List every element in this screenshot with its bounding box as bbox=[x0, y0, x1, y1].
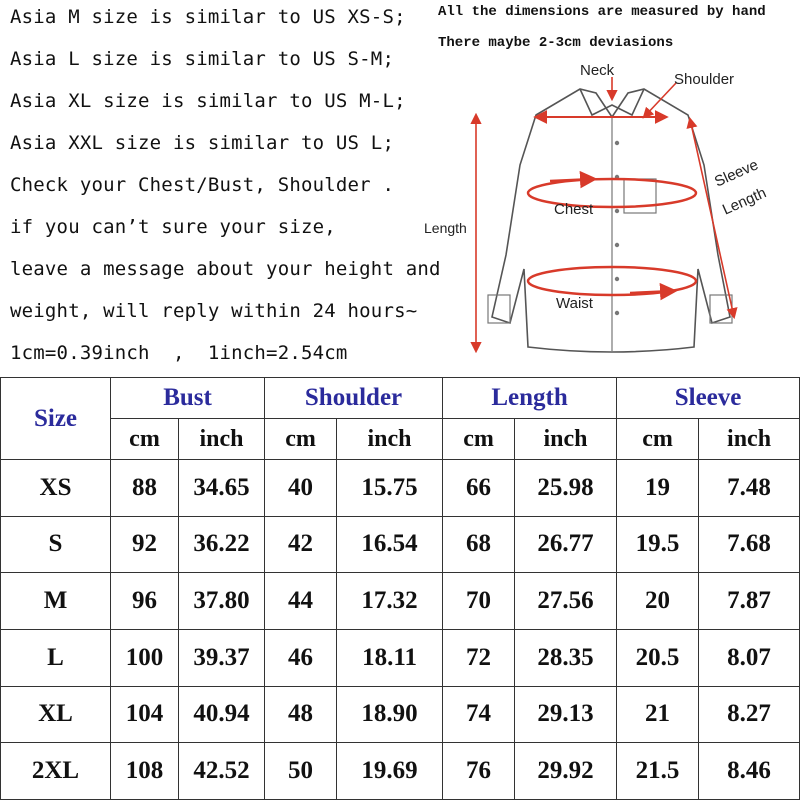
length-cm: 68 bbox=[443, 516, 515, 573]
bust-header: Bust bbox=[111, 378, 265, 419]
unit-header: cm bbox=[443, 419, 515, 460]
note-line: weight, will reply within 24 hours~ bbox=[10, 300, 418, 322]
note-line: Asia L size is similar to US S-M; bbox=[10, 48, 395, 70]
size-cell: XL bbox=[1, 686, 111, 743]
sleeve-inch: 8.07 bbox=[699, 629, 800, 686]
table-row bbox=[1, 686, 800, 743]
sleeve-inch: 7.87 bbox=[699, 573, 800, 630]
shoulder-header: Shoulder bbox=[265, 378, 443, 419]
shirt-body bbox=[492, 89, 730, 352]
sleeve-inch: 8.46 bbox=[699, 743, 800, 800]
size-cell: M bbox=[1, 573, 111, 630]
length-inch: 26.77 bbox=[515, 516, 617, 573]
sleeve-inch: 7.48 bbox=[699, 460, 800, 517]
bust-cm: 96 bbox=[111, 573, 179, 630]
unit-header: inch bbox=[699, 419, 800, 460]
length-cm: 70 bbox=[443, 573, 515, 630]
bust-inch: 34.65 bbox=[179, 460, 265, 517]
measure-note: All the dimensions are measured by hand bbox=[438, 4, 766, 20]
size-cell: S bbox=[1, 516, 111, 573]
measure-note: There maybe 2-3cm deviasions bbox=[438, 35, 674, 51]
sleeve-cm: 19 bbox=[617, 460, 699, 517]
shoulder-inch: 17.32 bbox=[337, 573, 443, 630]
note-line: Asia XL size is similar to US M-L; bbox=[10, 90, 406, 112]
note-line: 1cm=0.39inch , 1inch=2.54cm bbox=[10, 342, 348, 364]
shoulder-cm: 50 bbox=[265, 743, 337, 800]
length-inch: 28.35 bbox=[515, 629, 617, 686]
shoulder-label: Shoulder bbox=[674, 71, 735, 88]
sleeve-cm: 20 bbox=[617, 573, 699, 630]
sleeve-label: Sleeve bbox=[712, 156, 761, 191]
unit-header-row bbox=[1, 419, 800, 460]
shoulder-inch: 18.11 bbox=[337, 629, 443, 686]
note-line: if you can’t sure your size, bbox=[10, 216, 336, 238]
unit-header: cm bbox=[111, 419, 179, 460]
shoulder-cm: 42 bbox=[265, 516, 337, 573]
length-inch: 25.98 bbox=[515, 460, 617, 517]
bust-cm: 92 bbox=[111, 516, 179, 573]
bust-cm: 108 bbox=[111, 743, 179, 800]
sleeve-cm: 20.5 bbox=[617, 629, 699, 686]
unit-header: cm bbox=[617, 419, 699, 460]
sleeve-cm: 21 bbox=[617, 686, 699, 743]
table-row bbox=[1, 573, 800, 630]
sleeve-inch: 8.27 bbox=[699, 686, 800, 743]
waist-label: Waist bbox=[556, 295, 593, 312]
length-label: Length bbox=[424, 220, 467, 236]
table-row bbox=[1, 516, 800, 573]
bust-cm: 104 bbox=[111, 686, 179, 743]
table-row bbox=[1, 460, 800, 517]
shoulder-inch: 16.54 bbox=[337, 516, 443, 573]
shoulder-cm: 44 bbox=[265, 573, 337, 630]
length-inch: 29.92 bbox=[515, 743, 617, 800]
sleeve-cm: 21.5 bbox=[617, 743, 699, 800]
shoulder-cm: 46 bbox=[265, 629, 337, 686]
length-header: Length bbox=[443, 378, 617, 419]
length-cm: 74 bbox=[443, 686, 515, 743]
size-cell: XS bbox=[1, 460, 111, 517]
bust-inch: 36.22 bbox=[179, 516, 265, 573]
sleeve-inch: 7.68 bbox=[699, 516, 800, 573]
length-inch: 29.13 bbox=[515, 686, 617, 743]
unit-header: inch bbox=[179, 419, 265, 460]
shoulder-cm: 40 bbox=[265, 460, 337, 517]
unit-header: inch bbox=[515, 419, 617, 460]
note-line: Asia M size is similar to US XS-S; bbox=[10, 6, 406, 28]
length-cm: 72 bbox=[443, 629, 515, 686]
unit-header: cm bbox=[265, 419, 337, 460]
size-notes bbox=[0, 0, 440, 375]
bust-inch: 37.80 bbox=[179, 573, 265, 630]
neck-label: Neck bbox=[580, 62, 615, 79]
note-line: leave a message about your height and bbox=[10, 258, 441, 280]
size-cell: L bbox=[1, 629, 111, 686]
shoulder-inch: 18.90 bbox=[337, 686, 443, 743]
note-line: Check your Chest/Bust, Shoulder . bbox=[10, 174, 395, 196]
shirt-diagram bbox=[418, 55, 800, 375]
shirt-illustration bbox=[418, 55, 800, 375]
bust-inch: 39.37 bbox=[179, 629, 265, 686]
chest-label: Chest bbox=[554, 201, 594, 218]
bust-inch: 42.52 bbox=[179, 743, 265, 800]
size-column-header: Size bbox=[1, 378, 111, 460]
size-chart-table bbox=[0, 377, 800, 800]
note-line: Asia XXL size is similar to US L; bbox=[10, 132, 395, 154]
sleeve-cm: 19.5 bbox=[617, 516, 699, 573]
shoulder-inch: 15.75 bbox=[337, 460, 443, 517]
sleeve-label: Length bbox=[720, 184, 769, 219]
unit-header: inch bbox=[337, 419, 443, 460]
table-header-row bbox=[1, 378, 800, 419]
sleeve-header: Sleeve bbox=[617, 378, 800, 419]
bust-inch: 40.94 bbox=[179, 686, 265, 743]
shoulder-inch: 19.69 bbox=[337, 743, 443, 800]
table-row bbox=[1, 629, 800, 686]
bust-cm: 88 bbox=[111, 460, 179, 517]
shoulder-cm: 48 bbox=[265, 686, 337, 743]
bust-cm: 100 bbox=[111, 629, 179, 686]
length-cm: 66 bbox=[443, 460, 515, 517]
size-cell: 2XL bbox=[1, 743, 111, 800]
length-inch: 27.56 bbox=[515, 573, 617, 630]
table-row bbox=[1, 743, 800, 800]
length-cm: 76 bbox=[443, 743, 515, 800]
